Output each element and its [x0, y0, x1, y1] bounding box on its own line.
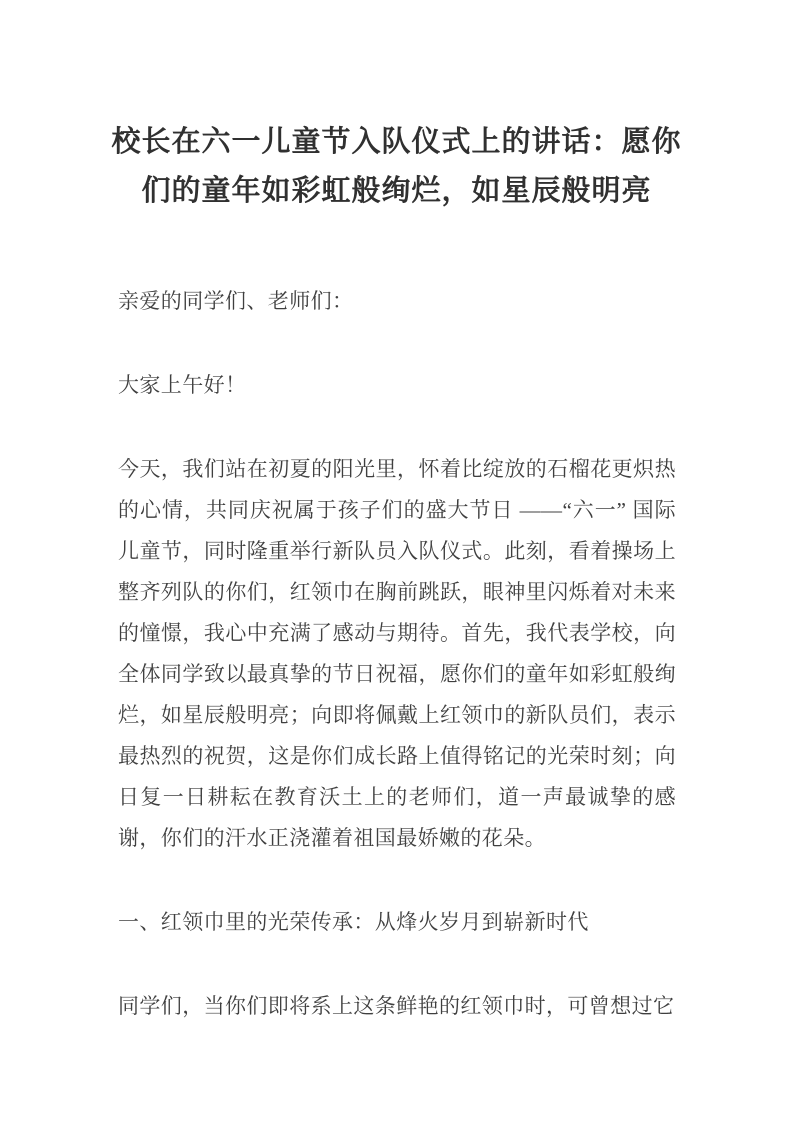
section-1-heading: 一、红领巾里的光荣传承：从烽火岁月到崭新时代: [118, 910, 589, 934]
greeting-line: 大家上午好！: [118, 373, 247, 397]
document-title-line-2: 们的童年如彩虹般绚烂，如星辰般明亮: [141, 175, 652, 207]
section-1-first-line: 同学们，当你们即将系上这条鲜艳的红领巾时，可曾想过它: [118, 994, 675, 1018]
document-title: [107, 0, 687, 216]
salutation-line: 亲爱的同学们、老师们：: [118, 289, 354, 313]
opening-paragraph: 今天，我们站在初夏的阳光里，怀着比绽放的石榴花更炽热的心情，共同庆祝属于孩子们的盛大节日 ——“六一” 国际儿童节，同时隆重举行新队员入队仪式。此刻，看着操场上整齐列队的你们，红领巾在胸前跳跃，眼神里闪烁着对未来的憧憬，我心中充满了感动与期待。首先，我代表学校，向全体同学致以最真挚的节日祝福，愿你们的童年如彩虹般绚烂，如星辰般明亮；向即将佩戴上红领巾的新队员们，表示最热烈的祝贺，这是你们成长路上值得铭记的光荣时刻；向日复一日耕耘在教育沃土上的老师们，道一声最诚挚的感谢，你们的汗水正浇灌着祖国最娇嫩的花朵。: [118, 457, 676, 850]
document-title-line-1: 校长在六一儿童节入队仪式上的讲话：愿你: [111, 126, 682, 158]
